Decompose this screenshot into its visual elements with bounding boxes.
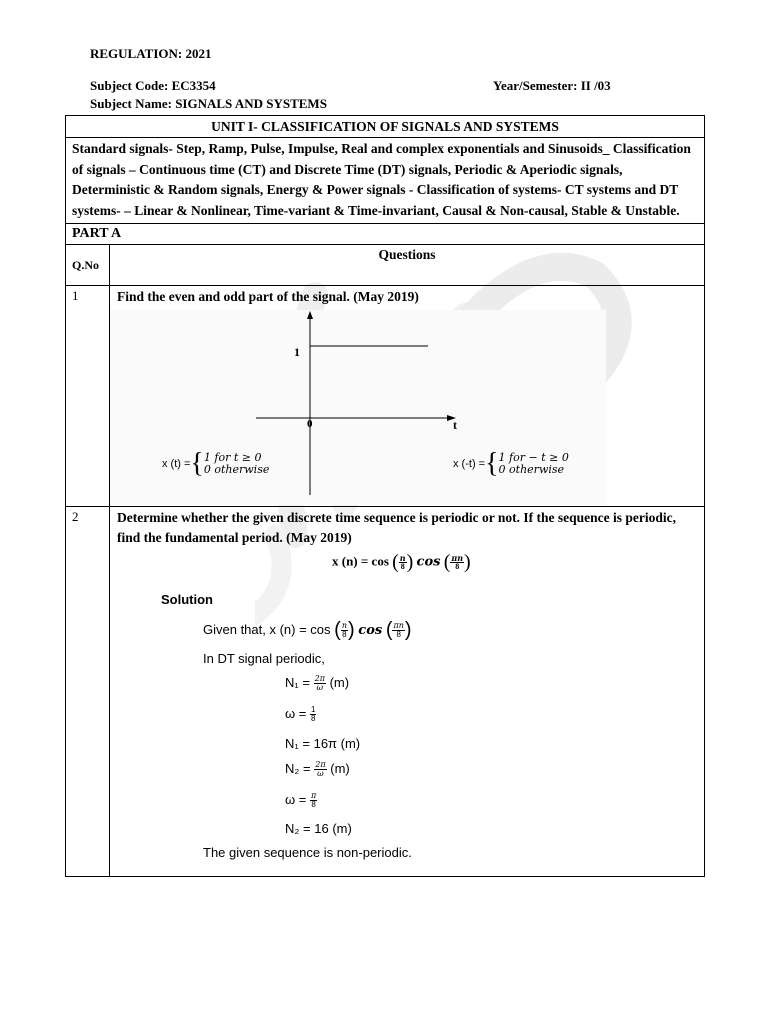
brace-icon: {: [190, 448, 204, 480]
solution-heading: Solution: [161, 592, 213, 608]
syllabus: Standard signals- Step, Ramp, Pulse, Impulse, Real and complex exponentials and Sinusoids_ Classification of signals – Continuous time (CT) and Discrete Time (DT) signals, Periodic & Aperiodic signals, Deterministic & Random signals, Energy & Power signals - Classification of systems- CT systems and DT systems- – Linear & Nonlinear, Time-variant & Time-invariant, Causal & Non-causal, Stable & Unstable.: [66, 138, 705, 224]
unit: (m): [330, 761, 350, 777]
frac-den: 8: [342, 630, 347, 640]
n2-lhs: N₂ =: [285, 761, 311, 777]
t-axis-label: t: [453, 418, 457, 433]
origin-label: 0: [307, 418, 313, 431]
xmt-label: x (-t) =: [453, 458, 486, 471]
subject-name: Subject Name: SIGNALS AND SYSTEMS: [90, 96, 327, 111]
frac-den: 8: [455, 562, 460, 572]
subject-code: Subject Code: EC3354: [90, 78, 216, 93]
xt-case-2: 0 otherwise: [203, 463, 270, 477]
n2-result: N₂ = 16 (m): [285, 821, 352, 837]
frac-num: 1: [310, 705, 316, 715]
given-equation: Given that, x (n) = cos ( $\frac{n}{8}$ ) cos ( $\frac{\pi n}{8}$ ): [203, 619, 412, 642]
unit: (m): [329, 675, 350, 691]
xt-definition: [162, 448, 269, 480]
dt-periodic-line: In DT signal periodic,: [203, 651, 325, 667]
omega-lhs: ω =: [285, 792, 307, 808]
y-axis-label: 1: [294, 345, 300, 360]
frac-num: 2π: [315, 760, 326, 770]
frac-num: n: [399, 553, 406, 564]
question-row-2: [66, 507, 705, 877]
question-text: Determine whether the given discrete time sequence is periodic or not. If the sequence is periodic, find the fundamental period. (May 2019): [117, 510, 677, 545]
omega2-value: [285, 792, 317, 809]
frac-den: ω: [316, 683, 324, 693]
frac-den: 8: [311, 800, 316, 810]
n1-formula: [285, 675, 349, 692]
eq-cos: cos: [358, 623, 383, 639]
part-heading: PART A: [66, 224, 705, 245]
questions-header: Questions: [110, 245, 705, 286]
brace-icon: {: [485, 448, 499, 480]
qno-header: Q.No: [66, 245, 110, 286]
frac-den: ω: [317, 769, 324, 779]
conclusion: The given sequence is non-periodic.: [203, 845, 412, 861]
question-number: 1: [66, 286, 110, 507]
regulation: REGULATION: 2021: [90, 46, 212, 61]
omega-lhs: ω =: [285, 706, 307, 722]
frac-num: πn: [393, 621, 404, 631]
frac-num: π: [310, 791, 317, 801]
frac-den: 8: [400, 562, 405, 572]
year-semester: Year/Semester: II /03: [493, 78, 611, 93]
n1-lhs: N₁ =: [285, 675, 310, 691]
unit-title: UNIT I- CLASSIFICATION OF SIGNALS AND SYSTEMS: [66, 116, 705, 138]
xmt-case-1: 1 for − t ≥ 0: [498, 451, 569, 465]
xmt-definition: [453, 448, 569, 480]
frac-den: 8: [310, 714, 316, 724]
frac-num: n: [341, 621, 347, 631]
question-text: Find the even and odd part of the signal. (May 2019): [117, 289, 419, 305]
question-figure: [110, 310, 606, 505]
eq-lhs: x (n) = cos: [332, 553, 389, 569]
given-prefix: Given that, x (n) = cos: [203, 622, 331, 638]
xt-label: x (t) =: [162, 458, 191, 471]
question-row-1: [66, 286, 705, 507]
sequence-equation: x (n) = cos ( $\frac{n}{8}$ ) cos ( $\frac{\pi n}{8}$ ): [332, 551, 471, 574]
question-number: 2: [66, 507, 110, 877]
eq-cos: cos: [416, 554, 441, 570]
n1-result: N₁ = 16π (m): [285, 736, 361, 752]
question-table: [65, 115, 705, 877]
omega1-value: [285, 706, 316, 723]
frac-num: 2π: [314, 674, 325, 684]
frac-num: πn: [451, 553, 464, 564]
xmt-case-2: 0 otherwise: [498, 463, 565, 477]
n2-formula: [285, 761, 350, 778]
frac-den: 8: [396, 630, 401, 640]
xt-case-1: 1 for t ≥ 0: [203, 451, 262, 465]
